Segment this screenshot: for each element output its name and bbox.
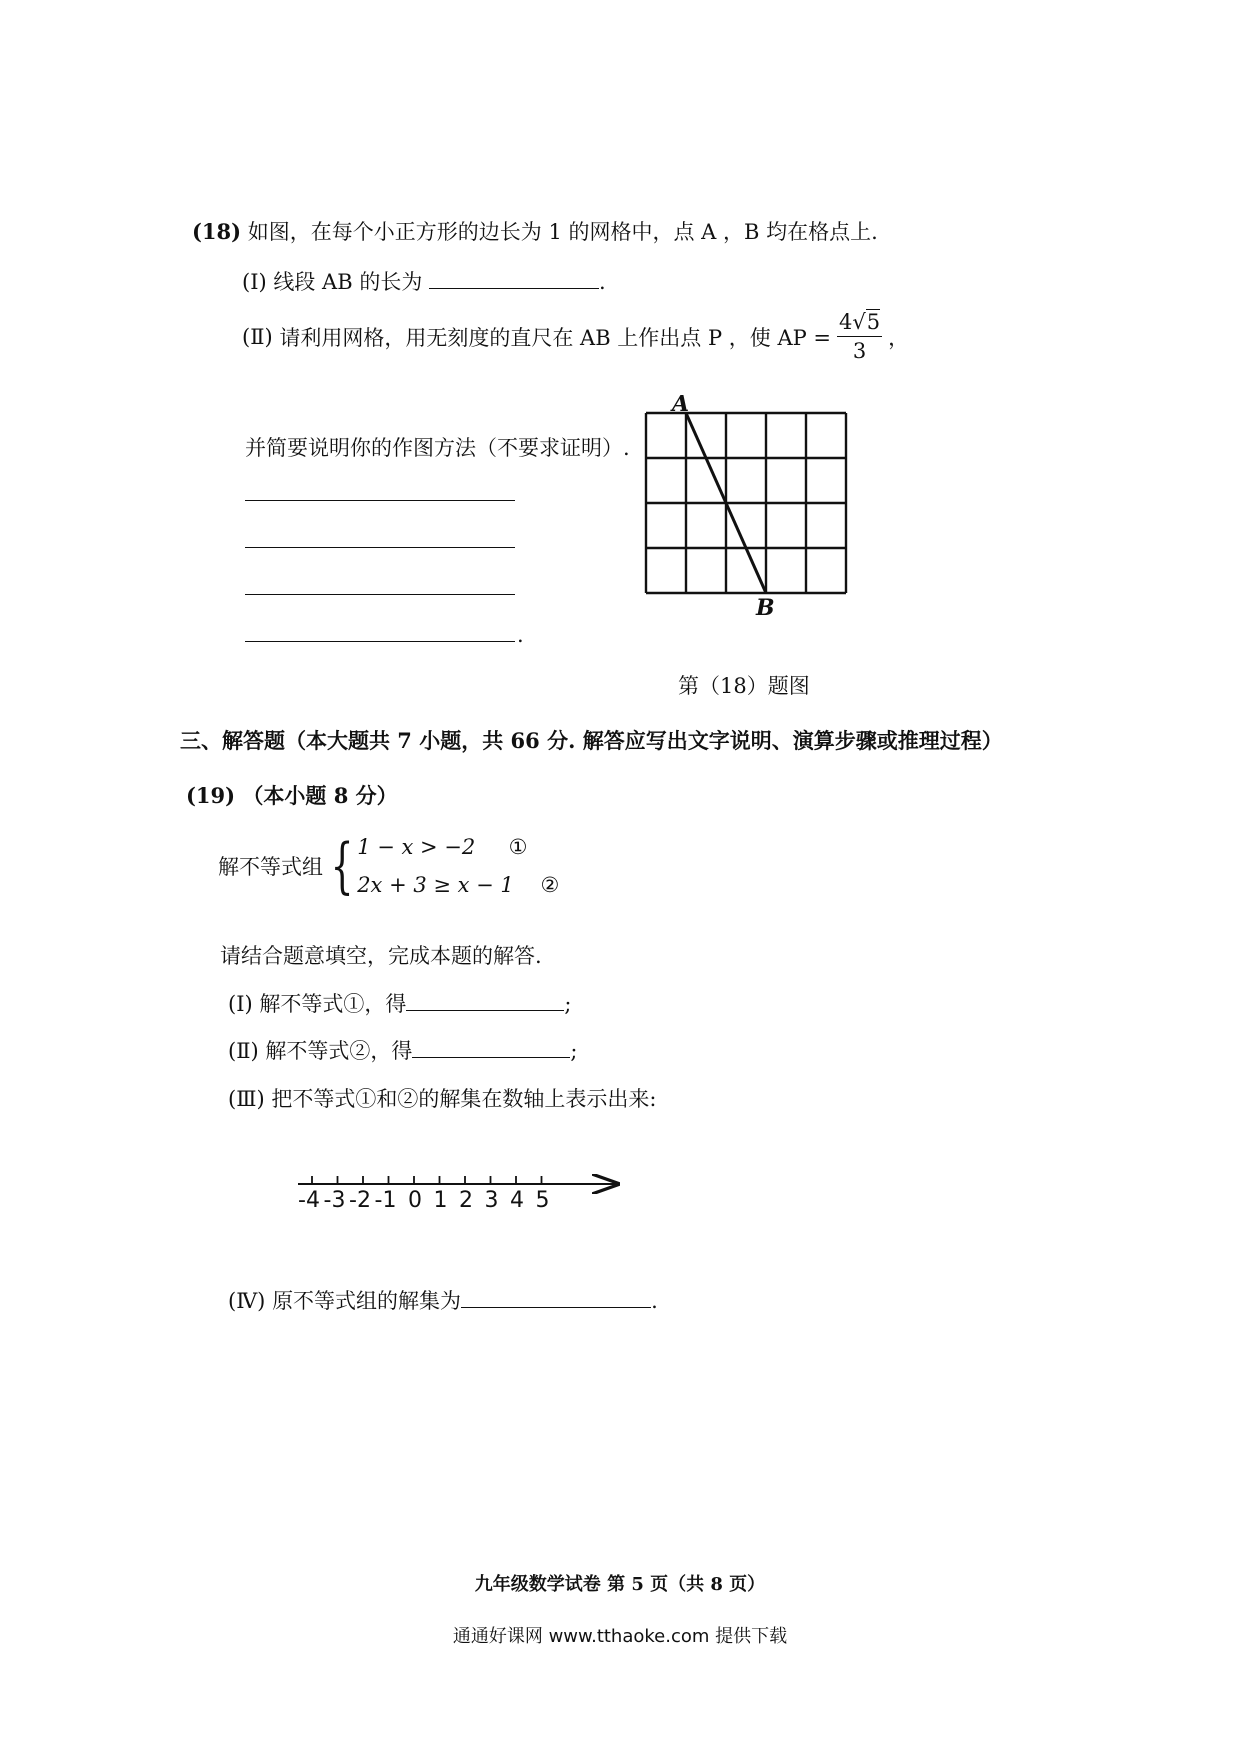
q19-part3-label: (Ⅲ)	[228, 1087, 265, 1111]
q18-figure-caption: 第（18）题图	[678, 674, 810, 698]
q19-header	[186, 780, 398, 810]
q18-part1-text: 线段 AB 的长为	[273, 270, 423, 294]
answer-line-1[interactable]	[245, 500, 515, 501]
q19-part1-answer-blank[interactable]	[406, 988, 564, 1011]
number-line-label: 3	[484, 1188, 499, 1213]
q19-system-label: 解不等式组	[218, 855, 323, 879]
inequality-2: 2x + 3 ≥ x − 1	[357, 873, 514, 897]
point-b-label: B	[756, 595, 775, 621]
q18-number: (18)	[192, 219, 242, 244]
q19-part2-answer-blank[interactable]	[412, 1035, 570, 1058]
answer-line-2[interactable]	[245, 547, 515, 548]
number-line-label: 0	[408, 1188, 422, 1213]
q18-part1-label: (Ⅰ)	[242, 270, 267, 294]
q19-number: (19)	[186, 783, 236, 808]
number-line-label: -2	[349, 1188, 371, 1213]
inequality-1-mark: ①	[508, 835, 528, 859]
ap-fraction: $\frac{4√5}{3}$	[839, 310, 881, 363]
answer-lines-end: .	[517, 623, 524, 647]
grid-lines	[646, 413, 846, 593]
q18-grid-figure	[630, 395, 860, 650]
q19-part4	[228, 1285, 658, 1315]
q18-part1-end: .	[599, 270, 606, 294]
q19-points: （本小题 8 分）	[242, 783, 398, 808]
q19-system	[218, 831, 560, 901]
q19-part1-text: 解不等式①，得	[259, 992, 407, 1016]
q19-part1	[228, 988, 571, 1018]
q19-instruction: 请结合题意填空，完成本题的解答.	[220, 944, 542, 968]
q19-part2-label: (Ⅱ)	[228, 1039, 259, 1063]
page-footer: 九年级数学试卷 第 5 页（共 8 页）	[474, 1574, 766, 1595]
number-line-label: 1	[433, 1188, 448, 1213]
q18-stem-text: 如图，在每个小正方形的边长为 1 的网格中，点 A ，B 均在格点上.	[247, 220, 878, 244]
q18-part2-end: ，	[888, 325, 910, 350]
q18-part2-text: 请利用网格，用无刻度的直尺在 AB 上作出点 P ，使 AP =	[279, 325, 832, 350]
q19-part3	[228, 1083, 656, 1113]
number-line-label: 2	[459, 1188, 473, 1213]
point-a-label: A	[672, 395, 690, 417]
q19-part4-label: (Ⅳ)	[228, 1289, 266, 1313]
answer-line-3[interactable]	[245, 594, 515, 595]
number-line-label: -4	[298, 1188, 320, 1213]
q19-part3-text: 把不等式①和②的解集在数轴上表示出来:	[271, 1087, 657, 1111]
fraction-denominator: 3	[852, 339, 867, 363]
q18-part1	[242, 266, 606, 296]
q19-part4-end: .	[651, 1289, 658, 1313]
q18-part1-answer-blank[interactable]	[429, 266, 599, 289]
q19-part1-label: (Ⅰ)	[228, 992, 253, 1016]
section3-title: 三、解答题（本大题共 7 小题，共 66 分. 解答应写出文字说明、演算步骤或推理过程）	[180, 728, 1003, 753]
number-line-label: 5	[535, 1188, 550, 1213]
q18-stem	[192, 216, 878, 246]
source-watermark: 通通好课网 www.tthaoke.com 提供下载	[452, 1626, 788, 1647]
q19-part2-end: ;	[570, 1039, 578, 1063]
number-line-label: 4	[510, 1188, 524, 1213]
q19-part4-answer-blank[interactable]	[461, 1285, 651, 1308]
q19-part4-text: 原不等式组的解集为	[272, 1289, 462, 1313]
number-line-label: -3	[323, 1188, 346, 1213]
inequality-2-mark: ②	[540, 873, 560, 897]
system-brace: {	[330, 831, 354, 901]
q19-part2-text: 解不等式②，得	[265, 1039, 413, 1063]
inequality-1: 1 − x > −2	[357, 835, 476, 859]
q18-part2-cont: 并简要说明你的作图方法（不要求证明）.	[245, 436, 630, 460]
q19-part1-end: ;	[564, 992, 572, 1016]
q18-part2	[242, 310, 909, 363]
number-line-label: -1	[374, 1188, 397, 1213]
answer-line-4[interactable]	[245, 641, 515, 642]
q18-part2-label: (Ⅱ)	[242, 324, 273, 349]
fraction-numerator-coef: 4	[839, 310, 853, 334]
number-line-ticks	[312, 1176, 542, 1184]
q19-part2	[228, 1035, 577, 1065]
fraction-numerator-root: 5	[866, 310, 881, 334]
